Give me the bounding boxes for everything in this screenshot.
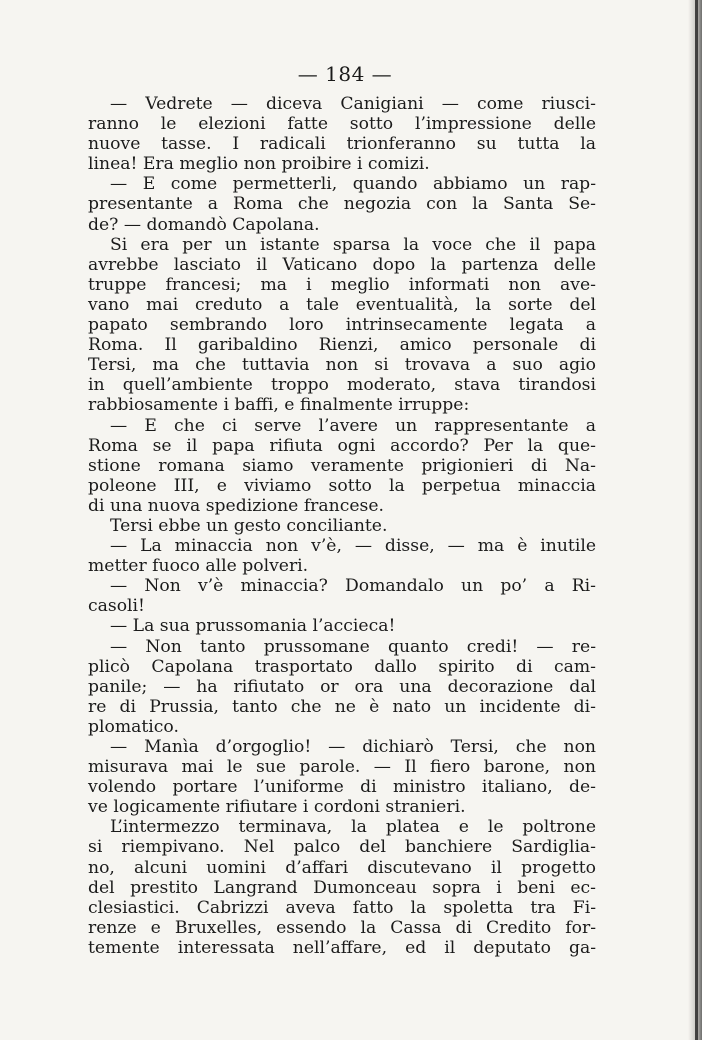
text-line: avrebbe lasciato il Vaticano dopo la partenza delle	[88, 254, 596, 275]
text-line: Roma se il papa rifiuta ogni accordo? Per la que-	[88, 435, 596, 456]
text-line: poleone III, e viviamo sotto la perpetua minaccia	[88, 475, 596, 496]
text-line: Tersi, ma che tuttavia non si trovava a suo agio	[88, 355, 596, 376]
text-line: truppe francesi; ma i meglio informati non ave-	[88, 274, 596, 295]
text-line: — E come permetterli, quando abbiamo un rap-	[110, 174, 596, 195]
text-line: — La minaccia non v’è, — disse, — ma è inutile	[110, 536, 596, 557]
text-line: Roma. Il garibaldino Rienzi, amico personale di	[88, 335, 596, 356]
text-line: ve logicamente rifiutare i cordoni stranieri.	[88, 797, 466, 818]
text-line: temente interessata nell’affare, ed il deputato ga-	[88, 937, 596, 958]
text-line: linea! Era meglio non proibire i comizi.	[88, 154, 430, 175]
text-line: volendo portare l’uniforme di ministro italiano, de-	[88, 777, 596, 798]
text-line: de? — domandò Capolana.	[88, 214, 320, 235]
text-line: presentante a Roma che negozia con la Santa Se-	[88, 194, 596, 215]
page-edge-line	[695, 0, 698, 1040]
text-line: ranno le elezioni fatte sotto l’impressione delle	[88, 114, 596, 135]
text-line: L’intermezzo terminava, la platea e le poltrone	[110, 817, 596, 838]
text-line: di una nuova spedizione francese.	[88, 495, 384, 516]
text-line: Tersi ebbe un gesto conciliante.	[110, 515, 388, 536]
text-line: stione romana siamo veramente prigionieri di Na-	[88, 455, 596, 476]
text-line: no, alcuni uomini d’affari discutevano il progetto	[88, 857, 596, 878]
text-line: rabbiosamente i baffi, e finalmente irruppe:	[88, 395, 470, 416]
text-line: panile; — ha rifiutato or ora una decorazione dal	[88, 676, 596, 697]
text-line: papato sembrando loro intrinsecamente legata a	[88, 315, 596, 336]
text-line: — Non tanto prussomane quanto credi! — re-	[110, 636, 596, 657]
text-line: Si era per un istante sparsa la voce che il papa	[110, 234, 596, 255]
text-line: clesiastici. Cabrizzi aveva fatto la spoletta tra Fi-	[88, 897, 596, 918]
text-line: — E che ci serve l’avere un rappresentante a	[110, 415, 596, 436]
text-line: del prestito Langrand Dumonceau sopra i beni ec-	[88, 877, 596, 898]
text-line: metter fuoco alle polveri.	[88, 556, 309, 577]
text-line: — La sua prussomania l’accieca!	[110, 616, 396, 637]
text-line: vano mai creduto a tale eventualità, la sorte del	[88, 294, 596, 315]
text-line: — Manìa d’orgoglio! — dichiarò Tersi, che non	[110, 737, 596, 757]
text-line: nuove tasse. I radicali trionferanno su tutta la	[88, 134, 596, 155]
page-number: — 184 —	[297, 62, 393, 86]
text-line: si riempivano. Nel palco del banchiere Sardiglia-	[88, 837, 596, 858]
text-line: casoli!	[88, 596, 145, 617]
text-line: in quell’ambiente troppo moderato, stava tirandosi	[88, 375, 596, 396]
text-line: re di Prussia, tanto che ne è nato un incidente di-	[88, 696, 596, 717]
text-line: misurava mai le sue parole. — Il fiero barone, non	[88, 757, 596, 778]
text-line: plomatico.	[88, 716, 179, 737]
body-text	[88, 94, 596, 958]
text-line: plicò Capolana trasportato dallo spirito di cam-	[88, 656, 596, 677]
text-line: — Non v’è minaccia? Domandalo un po’ a Ri-	[110, 576, 596, 597]
text-line: renze e Bruxelles, essendo la Cassa di Credito for-	[88, 917, 596, 938]
text-line: — Vedrete — diceva Canigiani — come riusci-	[110, 94, 596, 114]
